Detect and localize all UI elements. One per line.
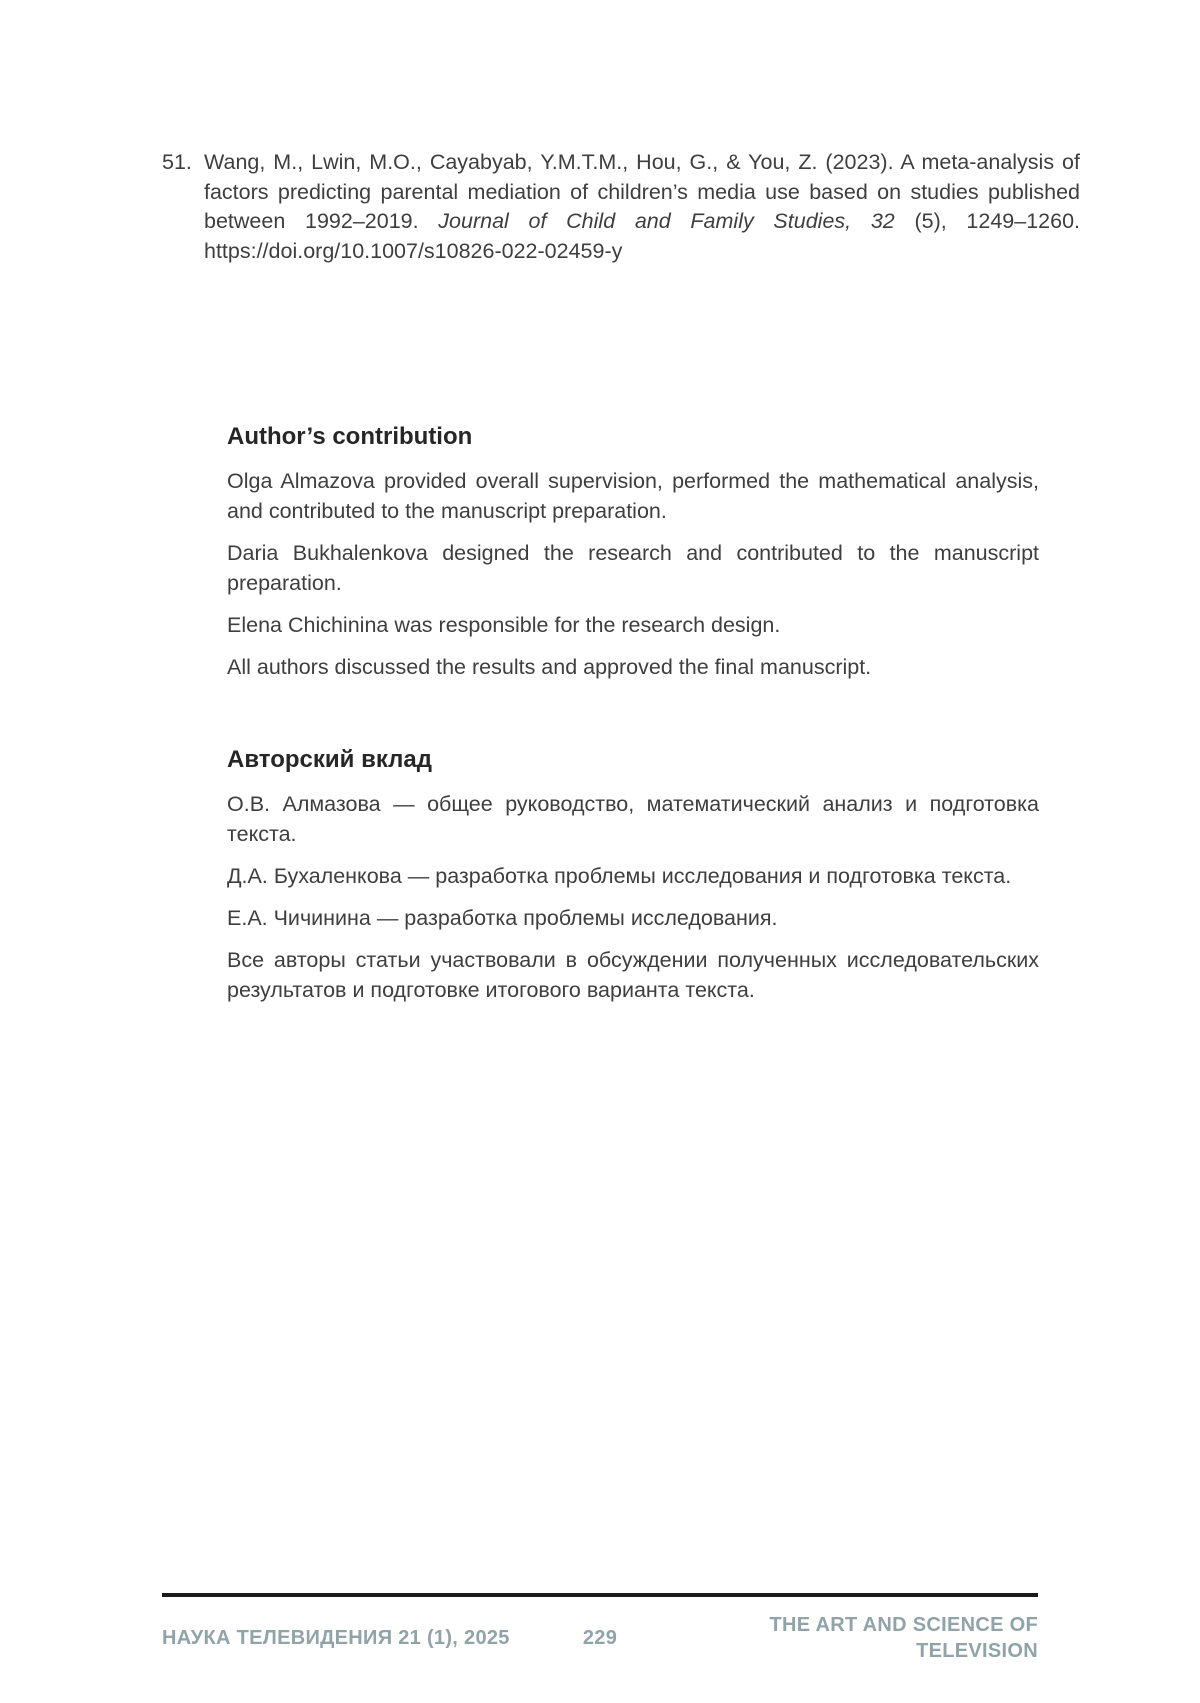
contribution-paragraph: Elena Chichinina was responsible for the research design. — [227, 613, 781, 637]
page-footer — [162, 1612, 1038, 1664]
contribution-paragraph: О.В. Алмазова — общее руководство, математический анализ и подготовка текста. — [227, 792, 1039, 846]
footer-journal-title-ru: НАУКА ТЕЛЕВИДЕНИЯ 21 (1), 2025 — [162, 1627, 510, 1649]
authors-contribution-section-en — [227, 422, 1039, 682]
footer-rule — [162, 1593, 1038, 1597]
reference-entry — [162, 148, 1080, 266]
reference-number: 51. — [162, 150, 192, 174]
footer-page-number: 229 — [582, 1627, 618, 1649]
reference-text-after-journal: (5), 1249–1260. https://doi.org/10.1007/s10826-022-02459-y — [204, 209, 1080, 263]
authors-contribution-section-ru — [227, 745, 1039, 1005]
contribution-paragraph: Daria Bukhalenkova designed the research and contributed to the manuscript preparation. — [227, 541, 1039, 595]
contribution-paragraph: All authors discussed the results and approved the final manuscript. — [227, 655, 872, 679]
reference-journal-title: Journal of Child and Family Studies, 32 — [438, 209, 895, 233]
contribution-paragraph: Все авторы статьи участвовали в обсуждении полученных исследовательских результатов и подготовке итогового варианта текста. — [227, 948, 1039, 1002]
reference-text-before-journal: Wang, M., Lwin, M.O., Cayabyab, Y.M.T.M., Hou, G., & You, Z. (2023). A meta-analysis of factors predicting parental mediation of children’s media use based on studies published between 1992–2019. — [204, 150, 1080, 233]
contribution-paragraph: Olga Almazova provided overall supervision, performed the mathematical analysis, and contributed to the manuscript preparation. — [227, 469, 1039, 523]
footer-journal-title-en: THE ART AND SCIENCE OF TELEVISION — [769, 1614, 1038, 1662]
authors-contribution-heading-ru: Авторский вклад — [227, 746, 432, 773]
contribution-paragraph: Д.А. Бухаленкова — разработка проблемы исследования и подготовка текста. — [227, 864, 1012, 888]
contribution-paragraph: Е.А. Чичинина — разработка проблемы исследования. — [227, 906, 778, 930]
authors-contribution-heading-en: Author’s contribution — [227, 423, 473, 450]
